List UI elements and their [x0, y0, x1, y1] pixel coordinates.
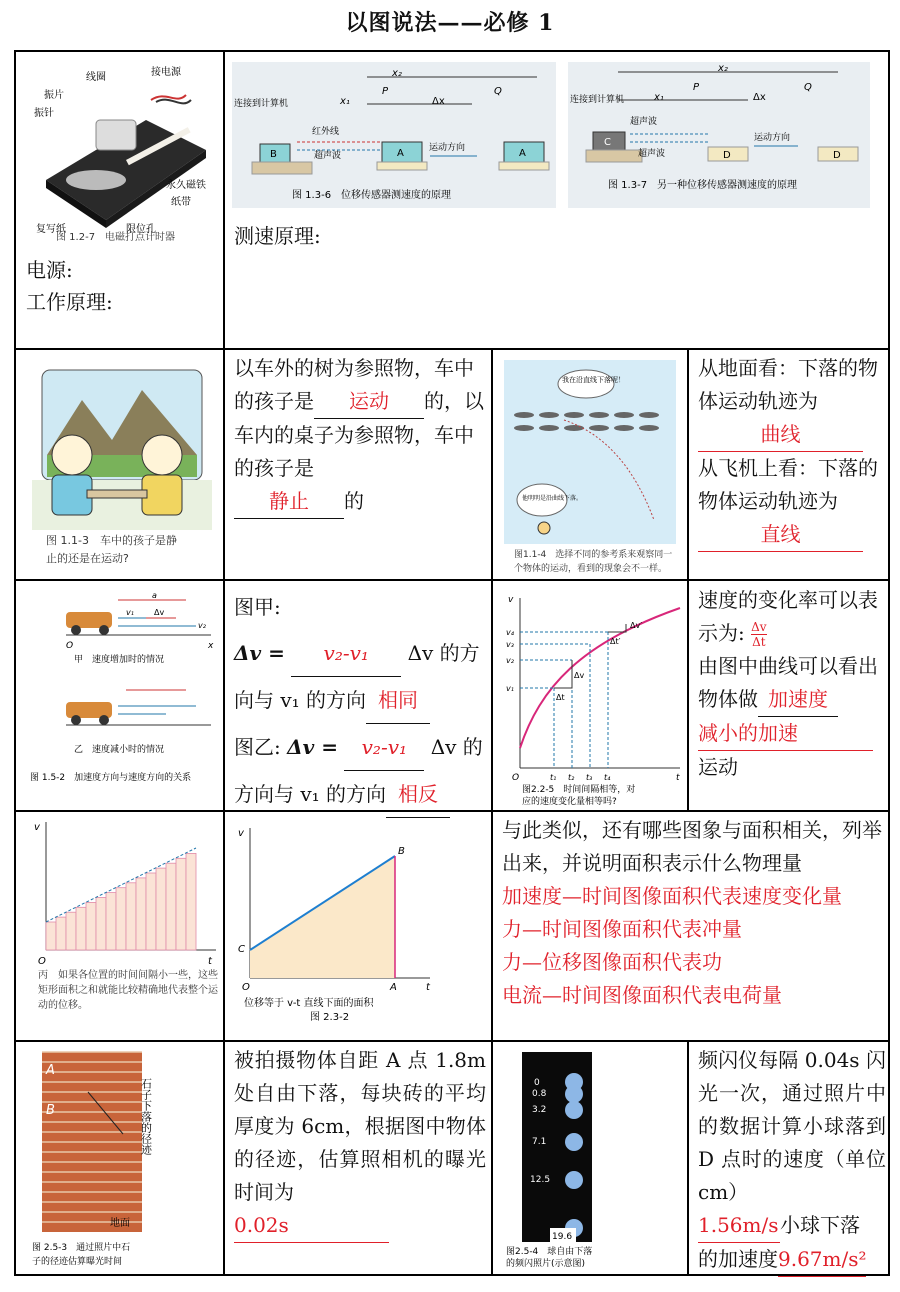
curve-label-t2: t₂ [568, 773, 575, 782]
label-infrared: 红外线 [312, 127, 340, 137]
flash-label: 3.2 [532, 1105, 547, 1115]
text: 图甲: [234, 595, 281, 619]
vt-curve-figure [500, 588, 684, 806]
curve-label-dvp: Δv′ [630, 621, 643, 630]
row-divider [16, 348, 888, 350]
curve-label-dt: Δt [556, 693, 565, 702]
fig6-caption: 图 1.3-6 位移传感器测速度的原理 [292, 190, 452, 201]
strobe-ball [565, 1101, 583, 1119]
row-divider [16, 579, 888, 581]
car-label-O: O [66, 641, 74, 651]
vt-label-A: A [390, 982, 397, 993]
car-caption-yi: 乙 速度减小时的情况 [74, 745, 165, 755]
children-caption [46, 532, 177, 568]
curve-label-t4: t₄ [604, 773, 611, 782]
area-rectangle [56, 917, 66, 950]
area-rectangle [146, 873, 156, 950]
vt-label-t: t [426, 982, 430, 993]
label-x2: x₂ [392, 68, 402, 79]
rectangle-area-figure [26, 818, 218, 968]
timer-caption: 图 1.2-7 电磁打点计时器 [56, 232, 176, 243]
car-label-v2: v₂ [198, 621, 206, 630]
brick-wall-figure [28, 1048, 216, 1270]
strobe-text [698, 1044, 886, 1277]
col-divider [491, 348, 493, 810]
plane-caption [514, 548, 672, 576]
label-x2: x₂ [718, 63, 728, 74]
bar-label-t: t [208, 956, 212, 967]
flash-caption-1: 图2.5-4 球自由下落 [506, 1247, 593, 1257]
flash-label: 19.6 [552, 1232, 573, 1242]
sensor-figure-2 [568, 62, 870, 208]
curve-label-t1: t₁ [550, 773, 557, 782]
area-meaning-text [502, 814, 882, 1012]
curve-label-v1: v₁ [506, 684, 514, 693]
brick-label-A: A [46, 1063, 55, 1078]
timer-label: 限位孔 [126, 224, 156, 235]
fig7-caption: 图 1.3-7 另一种位移传感器测速度的原理 [608, 180, 798, 191]
power-label: 电源: [26, 258, 73, 282]
sensor-figure-1 [232, 62, 556, 208]
timer-label: 线圈 [86, 72, 106, 83]
answer-same: 相同 [366, 677, 430, 724]
block-B: B [270, 149, 277, 160]
answer-static: 静止 [234, 485, 344, 519]
text: Δv = [287, 735, 338, 759]
car-label-x: x [208, 641, 214, 651]
label-connect: 连接到计算机 [570, 95, 625, 105]
strobe-ball [565, 1085, 583, 1103]
area-answer: 力—时间图像面积代表冲量 [502, 917, 742, 941]
page-title: 以图说法——必修 1 [345, 10, 555, 36]
area-answer: 力—位移图像面积代表功 [502, 950, 722, 974]
rate-of-change-text [698, 584, 884, 784]
curve-label-O: O [512, 773, 520, 783]
car-label-dv: Δv [154, 608, 165, 617]
area-rectangle [126, 883, 136, 950]
exposure-text [234, 1044, 486, 1243]
delta-v-text [234, 584, 486, 818]
vt-label-v: v [238, 828, 244, 839]
answer-speed: 1.56m/s [698, 1209, 780, 1243]
curve-label-dv: Δv [574, 671, 585, 680]
timer-label: 接电源 [151, 67, 181, 78]
caption-line: 个物体的运动，看到的现象会不一样。 [514, 564, 668, 574]
rectangle-area-caption: 丙 如果各位置的时间间隔小一些，这些矩形面积之和就能比较精确地代表整个运动的位移。 [38, 970, 218, 1011]
answer-exposure: 0.02s [234, 1209, 389, 1243]
caption-line: 图 1.1-3 车中的孩子是静 [46, 534, 177, 547]
text: 被拍摄物体自距 A 点 1.8m 处自由下落，每块砖的平均厚度为 6cm，根据图中物体的径迹，估算照相机的曝光时间为 [234, 1048, 486, 1204]
curve-label-dtp: Δt′ [610, 637, 621, 646]
area-rectangle [166, 863, 176, 950]
car-caption: 图 1.5-2 加速度方向与速度方向的关系 [30, 773, 192, 783]
strobe-ball [565, 1133, 583, 1151]
block-D2: D [833, 150, 841, 161]
block-C: C [604, 137, 611, 148]
timer-label: 振针 [34, 108, 54, 119]
area-rectangle [156, 868, 166, 950]
label-Q: Q [804, 82, 812, 93]
fraction-numerator: Δv [751, 620, 767, 634]
text: 向与 v₁ 的方向 [234, 688, 367, 712]
flash-label: 0 [534, 1078, 540, 1088]
curve-caption-2: 应的速度变化量相等吗? [522, 797, 617, 806]
bar-label-v: v [34, 822, 40, 833]
label-connect: 连接到计算机 [234, 99, 289, 109]
strobe-photo-figure [500, 1048, 684, 1270]
timer-figure [26, 60, 216, 242]
vt-label-O: O [242, 982, 250, 993]
car-label-a: a [152, 591, 157, 600]
label-P: P [693, 82, 700, 93]
block-D: D [723, 150, 731, 161]
text: 频闪仪每隔 0.04s 闪光一次，通过照片中的数据计算小球落到 D 点时的速度（单位 cm） [698, 1048, 886, 1204]
curve-label-v2: v₂ [506, 656, 514, 665]
area-rectangle [116, 888, 126, 950]
trajectory-text [698, 352, 884, 552]
answer-opposite: 相反 [386, 771, 450, 818]
curve-label-v3: v₃ [506, 640, 514, 649]
vt-caption-2: 图 2.3-2 [310, 1012, 350, 1023]
label-ultrasound-2: 超声波 [638, 149, 666, 159]
text: 从地面看：下落的物体运动轨迹为 [698, 356, 878, 413]
label-dx: Δx [753, 92, 766, 103]
area-rectangle [136, 878, 146, 950]
label-direction: 运动方向 [754, 133, 791, 143]
vt-line-figure [230, 818, 488, 1034]
curve-label-v: v [508, 595, 514, 605]
col-divider [223, 52, 225, 1274]
timer-label: 永久磁铁 [166, 180, 206, 191]
brick-label-B: B [46, 1103, 55, 1118]
flash-label: 12.5 [530, 1175, 551, 1185]
brick-caption-2: 子的径迹估算曝光时间 [32, 1257, 123, 1267]
plane-bubble-2: 他明明是沿曲线下落。 [522, 495, 583, 502]
area-rectangle [76, 907, 86, 950]
children-in-car-figure [32, 360, 212, 530]
text: 图乙: [234, 735, 281, 759]
reference-frame-text [234, 352, 486, 519]
timer-label: 复写纸 [36, 224, 66, 235]
label-direction: 运动方向 [429, 143, 466, 153]
text: 由图中曲线可以看出物体做 [698, 654, 878, 711]
flash-label: 0.8 [532, 1089, 547, 1099]
car-acceleration-figure [26, 590, 218, 790]
text: 速度的变化率可以表示为: [698, 588, 878, 645]
text: Δv 的方 [407, 641, 480, 665]
area-answer: 电流—时间图像面积代表电荷量 [502, 983, 782, 1007]
curve-caption-1: 图2.2-5 时间间隔相等，对 [522, 785, 636, 795]
vt-caption-1: 位移等于 v-t 直线下面的面积 [244, 998, 374, 1009]
answer-acceleration: 9.67m/s² [778, 1243, 866, 1277]
answer-decreasing-accel-1: 加速度 [758, 683, 838, 717]
timer-label: 振片 [44, 90, 64, 101]
plane-bubble-1: 我在沿直线下落呢！ [562, 376, 625, 384]
col-divider [491, 810, 493, 1040]
caption-line: 图1.1-4 选择不同的参考系来观察同一 [514, 550, 673, 560]
text: 运动 [698, 755, 738, 779]
text: Δv = [234, 641, 285, 665]
bar-label-O: O [38, 956, 46, 967]
vt-label-B: B [398, 846, 405, 857]
answer-v2-v1-yi: v₂-v₁ [344, 724, 424, 771]
label-ultrasound: 超声波 [314, 151, 342, 161]
block-A: A [397, 148, 404, 159]
label-ultrasound-1: 超声波 [630, 117, 658, 127]
area-rectangle [46, 922, 56, 950]
question: 与此类似，还有哪些图象与面积相关，列举出来，并说明面积表示什么物理量 [502, 818, 882, 875]
area-rectangle [176, 858, 186, 950]
answer-decreasing-accel-2: 减小的加速 [698, 717, 873, 751]
brick-caption-1: 图 2.5-3 通过照片中石 [32, 1243, 131, 1253]
answer-v2-v1-jia: v₂-v₁ [291, 630, 401, 677]
fraction-denominator: Δt [752, 635, 766, 649]
area-rectangle [66, 912, 76, 950]
car-label-v1: v₁ [126, 608, 134, 617]
text: 以车外的树为参照物，车中的孩子是 [234, 356, 474, 413]
text: 从飞机上看：下落的物体运动轨迹为 [698, 456, 878, 513]
area-answer: 加速度—时间图像面积代表速度变化量 [502, 884, 842, 908]
caption-line: 止的还是在运动? [46, 552, 129, 565]
answer-straight: 直线 [698, 518, 863, 552]
rate-fraction [751, 620, 766, 649]
area-rectangle [86, 902, 96, 950]
label-x1: x₁ [340, 96, 350, 107]
work-principle-label: 工作原理: [26, 290, 113, 314]
plane-drop-figure [504, 360, 676, 544]
text: Δv 的 [430, 735, 483, 759]
text: 的 [344, 489, 364, 513]
flash-caption-2: 的频闪照片(示意图) [506, 1259, 586, 1269]
strobe-ball [565, 1171, 583, 1189]
area-rectangle [186, 853, 196, 950]
block-A2: A [519, 148, 526, 159]
curve-label-t: t [676, 773, 680, 783]
answer-curve: 曲线 [698, 418, 863, 452]
text: 方向与 v₁ 的方向 [234, 782, 387, 806]
text: 的加速度 [698, 1247, 778, 1271]
col-divider [687, 348, 689, 810]
label-Q: Q [494, 86, 502, 97]
row-divider [16, 1040, 888, 1042]
curve-label-v4: v₄ [506, 628, 514, 637]
answer-moving: 运动 [314, 385, 424, 419]
vt-label-C: C [238, 944, 245, 955]
label-dx: Δx [432, 96, 445, 107]
area-rectangle [96, 898, 106, 951]
text: 的，以车内的桌子为参照物，车中的孩子是 [234, 389, 484, 480]
brick-label-path: 石子下落的径迹 [139, 1078, 153, 1155]
label-x1: x₁ [654, 92, 664, 103]
label-P: P [382, 86, 389, 97]
car-caption-jia: 甲 速度增加时的情况 [74, 655, 165, 665]
text: 小球下落 [780, 1213, 860, 1237]
curve-label-t3: t₃ [586, 773, 593, 782]
col-divider [491, 1040, 493, 1274]
flash-label: 7.1 [532, 1137, 547, 1147]
timer-label: 纸带 [171, 197, 191, 208]
worksheet-table [14, 50, 890, 1276]
area-rectangle [106, 893, 116, 950]
col-divider [687, 1040, 689, 1274]
brick-label-ground: 地面 [110, 1218, 130, 1229]
speed-principle-label: 测速原理: [234, 224, 321, 248]
